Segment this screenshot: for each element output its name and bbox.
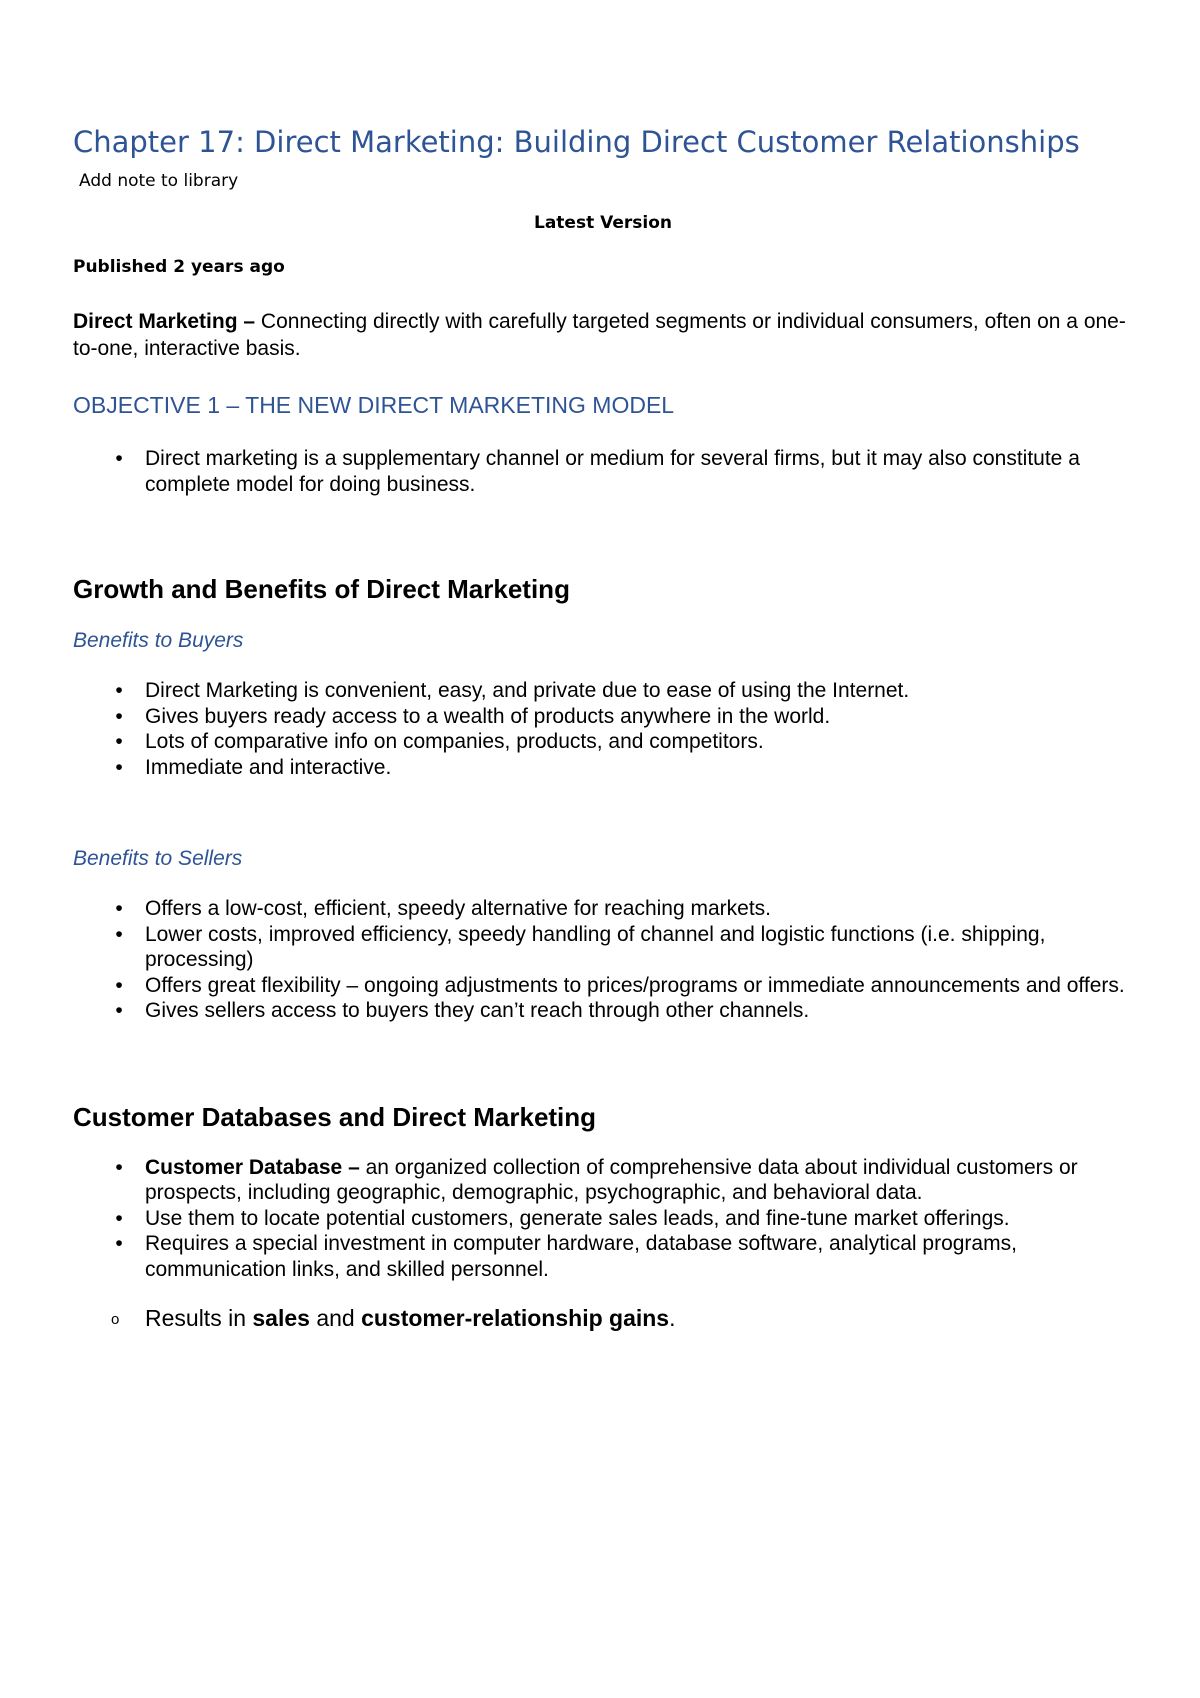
list-item (73, 896, 1133, 922)
bullet-icon: • (115, 730, 123, 753)
list-item (73, 1231, 1133, 1282)
direct-marketing-definition (73, 308, 1133, 362)
list-item-text: Requires a special investment in computer hardware, database software, analytical programs, communication links, and skilled personnel. (145, 1232, 1017, 1281)
customer-database-definition: an organized collection of comprehensive data about individual customers or prospects, including geographic, demographic, psychographic, and behavioral data. (145, 1155, 1078, 1204)
customer-database-term: Customer Database – (145, 1155, 360, 1179)
document-page (73, 122, 1133, 1333)
growth-benefits-heading: Growth and Benefits of Direct Marketing (73, 574, 570, 604)
bullet-icon: • (115, 922, 123, 946)
results-relationship-gains: customer-relationship gains (361, 1305, 670, 1331)
circle-bullet-icon: o (111, 1311, 120, 1328)
results-mid: and (309, 1305, 362, 1331)
page-title: Chapter 17: Direct Marketing: Building Direct Customer Relationships (73, 125, 1080, 159)
list-item-text: Gives sellers access to buyers they can’t reach through other channels. (145, 999, 810, 1022)
bullet-icon: • (115, 679, 123, 702)
results-sub-bullet (73, 1303, 1133, 1333)
list-item (73, 922, 1133, 973)
bullet-icon: • (115, 1155, 123, 1179)
bullet-icon: • (115, 1232, 123, 1255)
definition-text: Connecting directly with carefully targeted segments or individual consumers, often on a one-to-one, interactive basis. (73, 310, 1126, 360)
sellers-benefits-list (73, 896, 1133, 1024)
list-item (73, 1155, 1133, 1206)
list-item (73, 755, 1133, 781)
benefits-to-sellers-heading: Benefits to Sellers (73, 847, 243, 870)
latest-version-label: Latest Version (534, 213, 672, 233)
list-item-text: Lots of comparative info on companies, products, and competitors. (145, 730, 764, 753)
list-item (73, 729, 1133, 755)
objective-1-heading: OBJECTIVE 1 – THE NEW DIRECT MARKETING MODEL (73, 392, 675, 418)
list-item (73, 973, 1133, 999)
bullet-icon: • (115, 999, 123, 1022)
list-item-text: Direct Marketing is convenient, easy, and private due to ease of using the Internet. (145, 679, 910, 702)
bullet-icon: • (115, 973, 123, 997)
bullet-icon: • (115, 755, 123, 779)
results-sales: sales (252, 1305, 310, 1331)
buyers-benefits-list (73, 678, 1133, 780)
objective-1-list (73, 446, 1133, 497)
list-item (73, 704, 1133, 730)
list-item-text: Offers a low-cost, efficient, speedy alternative for reaching markets. (145, 897, 772, 920)
list-item (73, 446, 1133, 497)
benefits-to-buyers-heading: Benefits to Buyers (73, 629, 244, 652)
list-item-text: Immediate and interactive. (145, 755, 392, 779)
list-item (73, 1206, 1133, 1232)
customer-databases-list (73, 1155, 1133, 1283)
list-item-text: Lower costs, improved efficiency, speedy handling of channel and logistic functions (i.e. shipping, processing) (145, 922, 1046, 971)
list-item-text: Offers great flexibility – ongoing adjustments to prices/programs or immediate announcements and offers. (145, 973, 1125, 997)
list-item-text: Use them to locate potential customers, generate sales leads, and fine-tune market offerings. (145, 1206, 1010, 1230)
bullet-icon: • (115, 897, 123, 920)
results-prefix: Results in (145, 1305, 253, 1331)
results-suffix: . (669, 1305, 676, 1331)
list-item (73, 678, 1133, 704)
customer-databases-heading: Customer Databases and Direct Marketing (73, 1101, 597, 1132)
published-date: Published 2 years ago (73, 257, 285, 277)
bullet-icon: • (115, 1206, 123, 1230)
bullet-icon: • (115, 704, 123, 728)
list-item (73, 998, 1133, 1024)
bullet-icon: • (115, 447, 123, 470)
list-item-text: Gives buyers ready access to a wealth of products anywhere in the world. (145, 704, 831, 728)
definition-term: Direct Marketing – (73, 310, 256, 333)
add-note-to-library-link[interactable]: Add note to library (79, 171, 239, 191)
list-item-text: Direct marketing is a supplementary channel or medium for several firms, but it may also constitute a complete model for doing business. (145, 447, 1080, 496)
